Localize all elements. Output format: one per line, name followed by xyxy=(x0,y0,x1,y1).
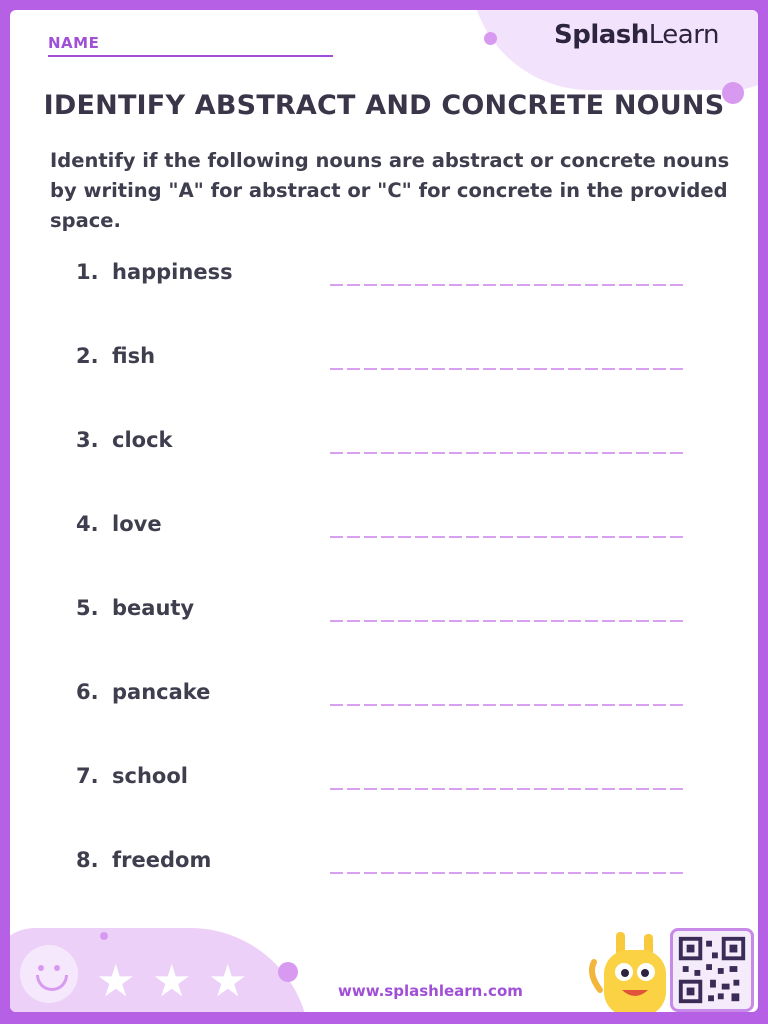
question-number: 1. xyxy=(76,260,99,284)
question-item xyxy=(10,256,758,296)
footer-url: www.splashlearn.com xyxy=(338,982,523,1000)
answer-blank[interactable] xyxy=(330,536,684,538)
question-item xyxy=(10,508,758,548)
question-item xyxy=(10,424,758,464)
worksheet-title: IDENTIFY ABSTRACT AND CONCRETE NOUNS xyxy=(43,90,725,121)
question-word: school xyxy=(112,764,188,788)
answer-blank[interactable] xyxy=(330,620,684,622)
question-number: 5. xyxy=(76,596,99,620)
question-item xyxy=(10,676,758,716)
smiley-icon xyxy=(20,945,78,1003)
question-item xyxy=(10,592,758,632)
question-number: 6. xyxy=(76,680,99,704)
decor-dot xyxy=(100,932,108,940)
instructions: Identify if the following nouns are abstract or concrete nouns by writing "A" for abstract or "C" for concrete in the provided space. xyxy=(50,149,730,232)
question-number: 4. xyxy=(76,512,99,536)
name-field-line[interactable] xyxy=(48,55,333,57)
qr-code-icon xyxy=(670,928,754,1012)
answer-blank[interactable] xyxy=(330,452,684,454)
decor-dot xyxy=(484,32,497,45)
question-item xyxy=(10,844,758,884)
question-word: freedom xyxy=(112,848,212,872)
question-item xyxy=(10,760,758,800)
question-word: love xyxy=(112,512,162,536)
star-icon: ★ xyxy=(152,956,192,1007)
answer-blank[interactable] xyxy=(330,284,684,286)
question-item xyxy=(10,340,758,380)
brand-logo-bold: Splash xyxy=(554,20,649,50)
question-number: 2. xyxy=(76,344,99,368)
answer-blank[interactable] xyxy=(330,368,684,370)
question-word: clock xyxy=(112,428,173,452)
answer-blank[interactable] xyxy=(330,704,684,706)
star-icon: ★ xyxy=(208,956,248,1007)
name-label: NAME xyxy=(48,34,100,52)
brand-logo-light: Learn xyxy=(648,20,719,50)
brand-logo xyxy=(554,20,719,50)
question-word: happiness xyxy=(112,260,233,284)
question-word: beauty xyxy=(112,596,195,620)
star-icon: ★ xyxy=(96,956,136,1007)
question-word: fish xyxy=(112,344,156,368)
question-number: 8. xyxy=(76,848,99,872)
question-word: pancake xyxy=(112,680,211,704)
worksheet xyxy=(10,10,758,1012)
answer-blank[interactable] xyxy=(330,872,684,874)
decor-dot xyxy=(278,962,298,982)
answer-blank[interactable] xyxy=(330,788,684,790)
question-number: 3. xyxy=(76,428,99,452)
question-number: 7. xyxy=(76,764,99,788)
